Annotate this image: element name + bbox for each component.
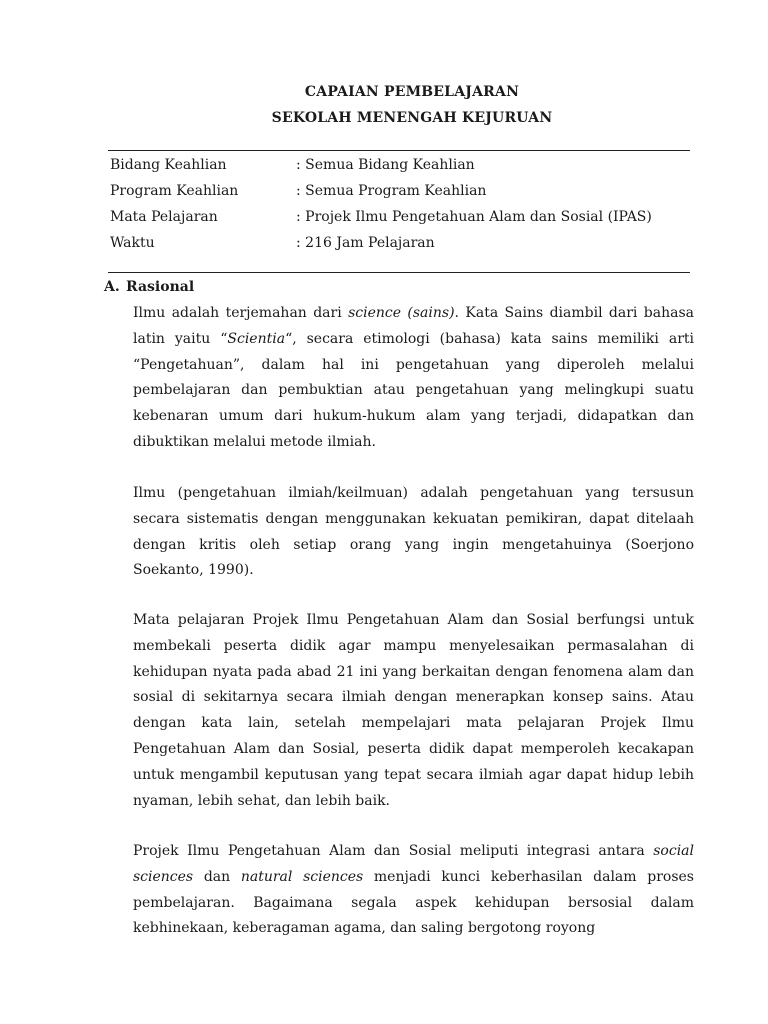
info-row-mata-pelajaran: [110, 209, 710, 229]
paragraph-4: [133, 839, 694, 942]
info-label: Program Keahlian: [110, 183, 239, 199]
paragraph-2: Ilmu (pengetahuan ilmiah/keilmuan) adalah pengetahuan yang tersusun secara sistematis dengan menggunakan kekuatan pemikiran, dapat ditelaah dengan kritis oleh setiap orang yang ingin mengetahuinya (Soerjono Soekanto, 1990).: [133, 485, 694, 579]
info-row-bidang: [110, 157, 710, 177]
section-title: Rasional: [126, 279, 195, 295]
info-label: Bidang Keahlian: [110, 157, 227, 173]
info-row-program: [110, 183, 710, 203]
text-run: Ilmu adalah terjemahan dari: [133, 305, 349, 321]
info-row-waktu: [110, 235, 710, 255]
text-run: “, secara etimologi (bahasa) kata sains memiliki arti “Pengetahuan”, dalam hal ini pengetahuan yang diperoleh melalui pembelajaran dan pembuktian atau pengetahuan yang melingkupi suatu kebenaran umum dari hukum-hukum alam yang terjadi, didapatkan dan dibuktikan melalui metode ilmiah.: [133, 330, 694, 450]
bottom-divider: [108, 272, 690, 273]
top-divider: [108, 150, 690, 151]
section-letter: A.: [104, 279, 120, 295]
text-run: menjadi kunci keberhasilan dalam proses pembelajaran. Bagaimana segala aspek kehidupan bersosial dalam kebhinekaan, keberagaman agama, dan saling bergotong royong: [133, 868, 694, 937]
info-value: : Projek Ilmu Pengetahuan Alam dan Sosial (IPAS): [296, 209, 652, 225]
text-run: dan: [193, 868, 241, 885]
info-value: : Semua Program Keahlian: [296, 183, 487, 199]
paragraph-3: Mata pelajaran Projek Ilmu Pengetahuan Alam dan Sosial berfungsi untuk membekali peserta didik agar mampu menyelesaikan permasalahan di kehidupan nyata pada abad 21 ini yang berkaitan dengan fenomena alam dan sosial di sekitarnya secara ilmiah dengan menerapkan konsep sains. Atau dengan kata lain, setelah mempelajari mata pelajaran Projek Ilmu Pengetahuan Alam dan Sosial, peserta didik dapat memperoleh kecakapan untuk mengambil keputusan yang tepat secara ilmiah agar dapat hidup lebih nyaman, lebih sehat, dan lebih baik.: [133, 612, 694, 809]
document-subtitle: SEKOLAH MENENGAH KEJURUAN: [271, 110, 553, 126]
info-label: Waktu: [110, 235, 155, 251]
section-heading: [104, 279, 194, 295]
info-value: : Semua Bidang Keahlian: [296, 157, 475, 173]
paragraph-1: [133, 301, 694, 456]
document-title: CAPAIAN PEMBELAJARAN: [304, 84, 520, 100]
text-run: . Kata Sains diambil dari bahasa latin yaitu “: [133, 305, 695, 347]
italic-term: science (sains): [348, 305, 455, 321]
info-label: Mata Pelajaran: [110, 209, 218, 225]
text-run: Projek Ilmu Pengetahuan Alam dan Sosial meliputi integrasi antara: [133, 843, 654, 859]
italic-term: social sciences: [133, 843, 694, 885]
italic-term: Scientia: [227, 330, 286, 347]
info-value: : 216 Jam Pelajaran: [296, 235, 435, 251]
italic-term: natural sciences: [240, 868, 364, 885]
